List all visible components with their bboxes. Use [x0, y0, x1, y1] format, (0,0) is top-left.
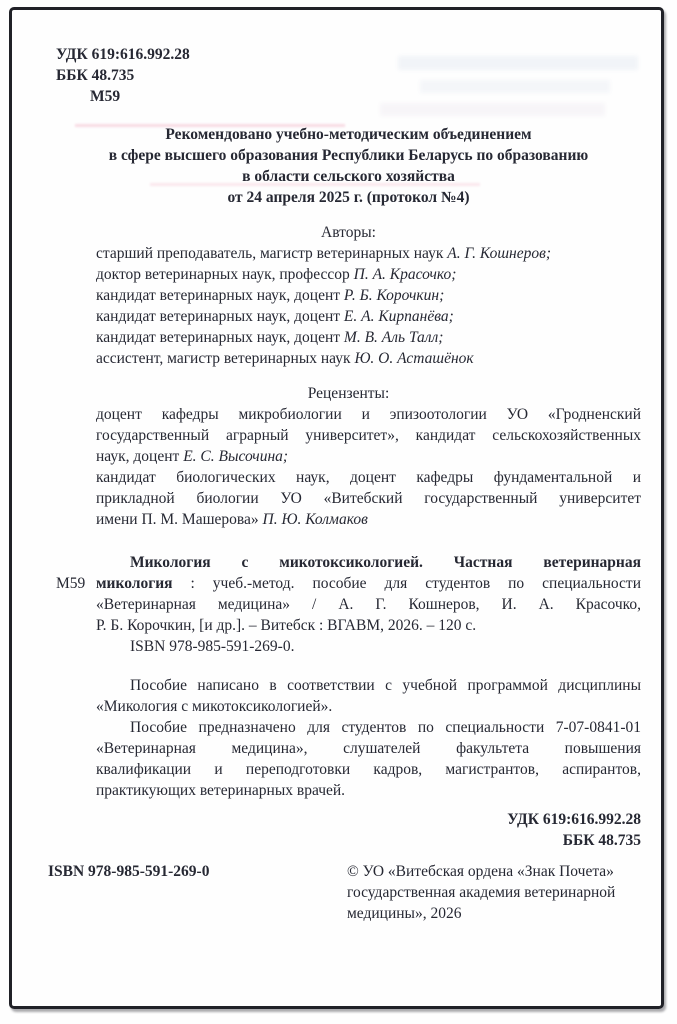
catalog-margin-code: М59 — [56, 575, 86, 592]
author-sign-code: М59 — [90, 88, 121, 105]
author-name: М. В. Аль Талл; — [343, 329, 444, 346]
author-degree: кандидат ветеринарных наук, доцент — [96, 287, 344, 304]
annotation-line: «Ветеринарная медицина», слушателей факультета повышения — [96, 740, 641, 757]
annotation-line: «Микология с микотоксикологией». — [96, 698, 333, 715]
isbn-copyright-row — [48, 861, 641, 924]
author-entry — [96, 348, 641, 369]
reviewer-affiliation: имени П. М. Машерова» — [96, 511, 263, 528]
copyright-notice — [347, 861, 641, 924]
classification-codes — [56, 44, 641, 107]
author-degree: старший преподаватель, магистр ветеринарных наук — [96, 245, 448, 262]
approval-line: от 24 апреля 2025 г. (протокол №4) — [227, 189, 470, 206]
footer-classification-codes — [56, 809, 641, 851]
approval-line: в области сельского хозяйства — [242, 168, 455, 185]
author-name: Ю. О. Асташёнок — [354, 350, 474, 367]
footer-udc-code: УДК 619:616.992.28 — [507, 811, 641, 828]
catalog-isbn: ISBN 978-985-591-269-0. — [130, 638, 295, 655]
copyright-line: государственная академия ветеринарной — [347, 884, 616, 901]
annotation-line: практикующих ветеринарных врачей. — [96, 782, 346, 799]
author-name: Р. Б. Корочкин; — [343, 287, 445, 304]
reviewer-entry-line: кандидат биологических наук, доцент кафедры фундаментальной и — [96, 469, 641, 486]
catalog-line — [96, 573, 641, 594]
author-degree: ассистент, магистр ветеринарных наук — [96, 350, 355, 367]
author-entry — [96, 243, 641, 264]
book-title-line: Микология с микотоксикологией. Частная ветеринарная — [130, 554, 641, 571]
udc-code: УДК 619:616.992.28 — [56, 46, 190, 63]
authors-heading: Авторы: — [321, 224, 376, 241]
author-entry — [96, 327, 641, 348]
catalog-description: : учеб.-метод. пособие для студентов по специальности — [172, 575, 641, 592]
copyright-line: медицины», 2026 — [347, 905, 462, 922]
reviewers-heading: Рецензенты: — [307, 385, 390, 402]
annotation — [56, 675, 641, 801]
author-name: Е. А. Кирпанёва; — [343, 308, 454, 325]
isbn-number: ISBN 978-985-591-269-0 — [48, 863, 210, 880]
annotation-line: Пособие написано в соответствии с учебной программой дисциплины — [130, 677, 641, 694]
author-entry — [96, 264, 641, 285]
author-name: П. А. Красочко; — [353, 266, 457, 283]
approval-statement — [56, 124, 641, 208]
approval-line: Рекомендовано учебно-методическим объединением — [165, 126, 532, 143]
author-degree: доктор ветеринарных наук, профессор — [96, 266, 354, 283]
annotation-line: Пособие предназначено для студентов по специальности 7-07-0841-01 — [130, 719, 641, 736]
footer-bbk-code: ББК 48.735 — [562, 832, 641, 849]
authors-list — [56, 243, 641, 369]
reviewer-name: П. Ю. Колмаков — [262, 511, 368, 528]
reviewer-degree: наук, доцент — [96, 448, 184, 465]
annotation-line: квалификации и переподготовки кадров, магистрантов, аспирантов, — [96, 761, 641, 778]
catalog-line: Р. Б. Корочкин, [и др.]. – Витебск : ВГАВМ, 2026. – 120 с. — [96, 617, 477, 634]
reviewer-entry-line: государственный аграрный университет», кандидат сельскохозяйственных — [96, 427, 641, 444]
catalog-card — [56, 552, 641, 657]
book-title-continued: микология — [96, 575, 173, 592]
page-content — [48, 44, 641, 924]
reviewer-entry-line: доцент кафедры микробиологии и эпизоотологии УО «Гродненский — [96, 406, 641, 423]
reviewer-entry-line: прикладной биологии УО «Витебский государственный университет — [96, 490, 641, 507]
reviewer-name: Е. С. Высочина; — [183, 448, 289, 465]
bbk-code: ББК 48.735 — [56, 67, 135, 84]
author-degree: кандидат ветеринарных наук, доцент — [96, 308, 344, 325]
copyright-line: © УО «Витебская ордена «Знак Почета» — [347, 863, 614, 880]
author-entry — [96, 306, 641, 327]
author-degree: кандидат ветеринарных наук, доцент — [96, 329, 344, 346]
author-name: А. Г. Кошнеров; — [447, 245, 552, 262]
reviewer-entry-line — [96, 509, 641, 530]
reviewer-entry-line — [96, 446, 641, 467]
approval-line: в сфере высшего образования Республики Беларусь по образованию — [108, 147, 589, 164]
catalog-line: «Ветеринарная медицина» / А. Г. Кошнеров, И. А. Красочко, — [96, 596, 641, 613]
author-entry — [96, 285, 641, 306]
reviewers-list — [56, 404, 641, 530]
